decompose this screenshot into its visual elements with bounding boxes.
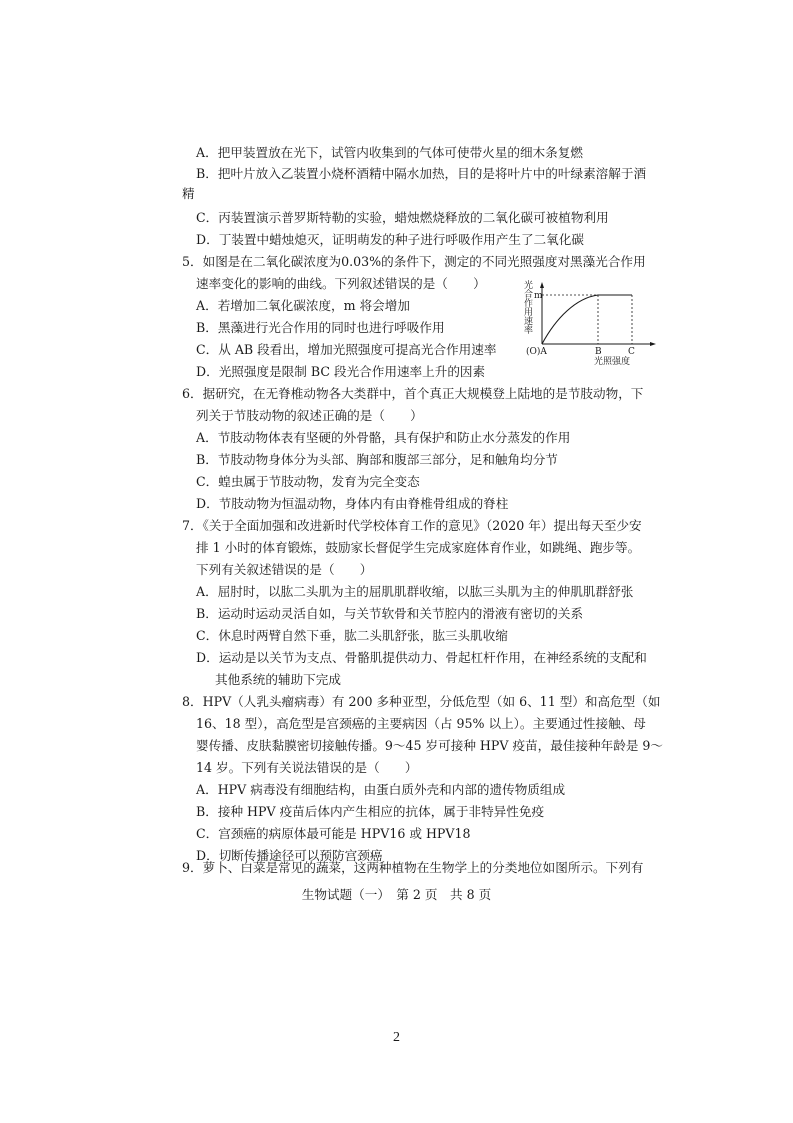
q8-option-a: A．HPV 病毒没有细胞结构，由蛋白质外壳和内部的遗传物质组成 (196, 782, 566, 797)
q4-option-a: A．把甲装置放在光下，试管内收集到的气体可使带火星的细木条复燃 (196, 145, 583, 160)
y-label-char-3: 作 (524, 299, 534, 309)
photosynthesis-curve-svg (520, 280, 660, 367)
y-axis-label (524, 279, 533, 336)
q5-option-b: B．黑藻进行光合作用的同时也进行呼吸作用 (196, 320, 445, 335)
q5-stem: 5．如图是在二氧化碳浓度为0.03%的条件下，测定的不同光照强度对黑藻光合作用 (182, 254, 646, 269)
page-footer: 生物试题（一） 第 2 页 共 8 页 (301, 887, 492, 902)
y-label-char-1: 光 (524, 281, 534, 291)
q7-option-b: B．运动时运动灵活自如，与关节软骨和关节腔内的滑液有密切的关系 (196, 606, 584, 621)
q6-option-a: A．节肢动物体表有坚硬的外骨骼，具有保护和防止水分蒸发的作用 (196, 430, 571, 445)
y-label-char-4: 用 (524, 308, 534, 318)
q7-stem: 7．《关于全面加强和改进新时代学校体育工作的意见》（2020 年）提出每天至少安 (182, 518, 642, 533)
q6-option-b: B．节肢动物身体分为头部、胸部和腹部三部分，足和触角均分节 (196, 452, 558, 467)
x-axis-arrow (650, 342, 656, 346)
y-label-char-6: 率 (524, 326, 534, 336)
b-label: B (595, 347, 602, 357)
c-label: C (628, 347, 635, 357)
q6-option-c: C．蝗虫属于节肢动物，发育为完全变态 (196, 474, 420, 489)
q8-stem-cont-1: 16、18 型），高危型是宫颈癌的主要病因（占 95% 以上）。主要通过性接触、母 (196, 716, 646, 731)
x-axis-label: 光照强度 (594, 357, 631, 367)
q7-option-c: C．休息时两臂自然下垂，肱二头肌舒张，肱三头肌收缩 (196, 628, 508, 643)
m-label: m (534, 291, 543, 301)
q5-option-c: C．从 AB 段看出，增加光照强度可提高光合作用速率 (196, 342, 497, 357)
photosynthesis-curve-figure (520, 280, 660, 367)
q7-option-d-cont: 其他系统的辅助下完成 (215, 672, 341, 687)
q5-option-d: D．光照强度是限制 BC 段光合作用速率上升的因素 (196, 364, 486, 379)
q4-option-c: C．丙装置演示普罗斯特勒的实验，蜡烛燃烧释放的二氧化碳可被植物利用 (196, 210, 609, 225)
page-number: 2 (393, 1030, 400, 1045)
q4-option-d: D．丁装置中蜡烛熄灭，证明萌发的种子进行呼吸作用产生了二氧化碳 (196, 232, 584, 247)
y-axis-arrow (540, 282, 544, 288)
q7-option-a: A．屈肘时，以肱二头肌为主的屈肌肌群收缩，以肱三头肌为主的伸肌肌群舒张 (196, 584, 634, 599)
q8-option-d: D．切断传播途径可以预防宫颈癌 (196, 848, 383, 863)
q5-stem-cont: 速率变化的影响的曲线。下列叙述错误的是（ ） (196, 276, 486, 291)
q7-option-d: D．运动是以关节为支点、骨骼肌提供动力、骨起杠杆作用，在神经系统的支配和 (196, 650, 647, 665)
q8-stem-cont-3: 14 岁。下列有关说法错误的是（ ） (196, 760, 418, 775)
q4-option-b: B．把叶片放入乙装置小烧杯酒精中隔水加热，目的是将叶片中的叶绿素溶解于酒 (196, 166, 647, 181)
q8-stem-cont-2: 婴传播、皮肤黏膜密切接触传播。9～45 岁可接种 HPV 疫苗，最佳接种年龄是 9～ (196, 738, 664, 753)
q6-stem: 6．据研究，在无脊椎动物各大类群中，首个真正大规模登上陆地的是节肢动物，下 (182, 386, 644, 401)
q9-stem: 9．萝卜、白菜是常见的蔬菜，这两种植物在生物学上的分类地位如图所示。下列有 (182, 860, 644, 875)
q5-option-a: A．若增加二氧化碳浓度，m 将会增加 (196, 298, 410, 313)
rate-curve (542, 295, 632, 344)
q8-option-b: B．接种 HPV 疫苗后体内产生相应的抗体，属于非特异性免疫 (196, 804, 545, 819)
q7-stem-cont-2: 下列有关叙述错误的是（ ） (196, 562, 373, 577)
q4-option-b-cont: 精 (182, 186, 195, 201)
q6-option-d: D．节肢动物为恒温动物，身体内有由脊椎骨组成的脊柱 (196, 496, 509, 511)
q8-stem: 8．HPV（人乳头瘤病毒）有 200 多种亚型，分低危型（如 6、11 型）和高危型（如 (182, 694, 661, 709)
origin-label: (O)A (526, 347, 547, 357)
q6-stem-cont: 列关于节肢动物的叙述正确的是（ ） (196, 408, 423, 423)
y-label-char-2: 合 (524, 290, 534, 300)
q7-stem-cont-1: 排 1 小时的体育锻炼，鼓励家长督促学生完成家庭体育作业，如跳绳、跑步等。 (196, 540, 641, 555)
y-label-char-5: 速 (524, 317, 534, 327)
q8-option-c: C．宫颈癌的病原体最可能是 HPV16 或 HPV18 (196, 826, 471, 841)
